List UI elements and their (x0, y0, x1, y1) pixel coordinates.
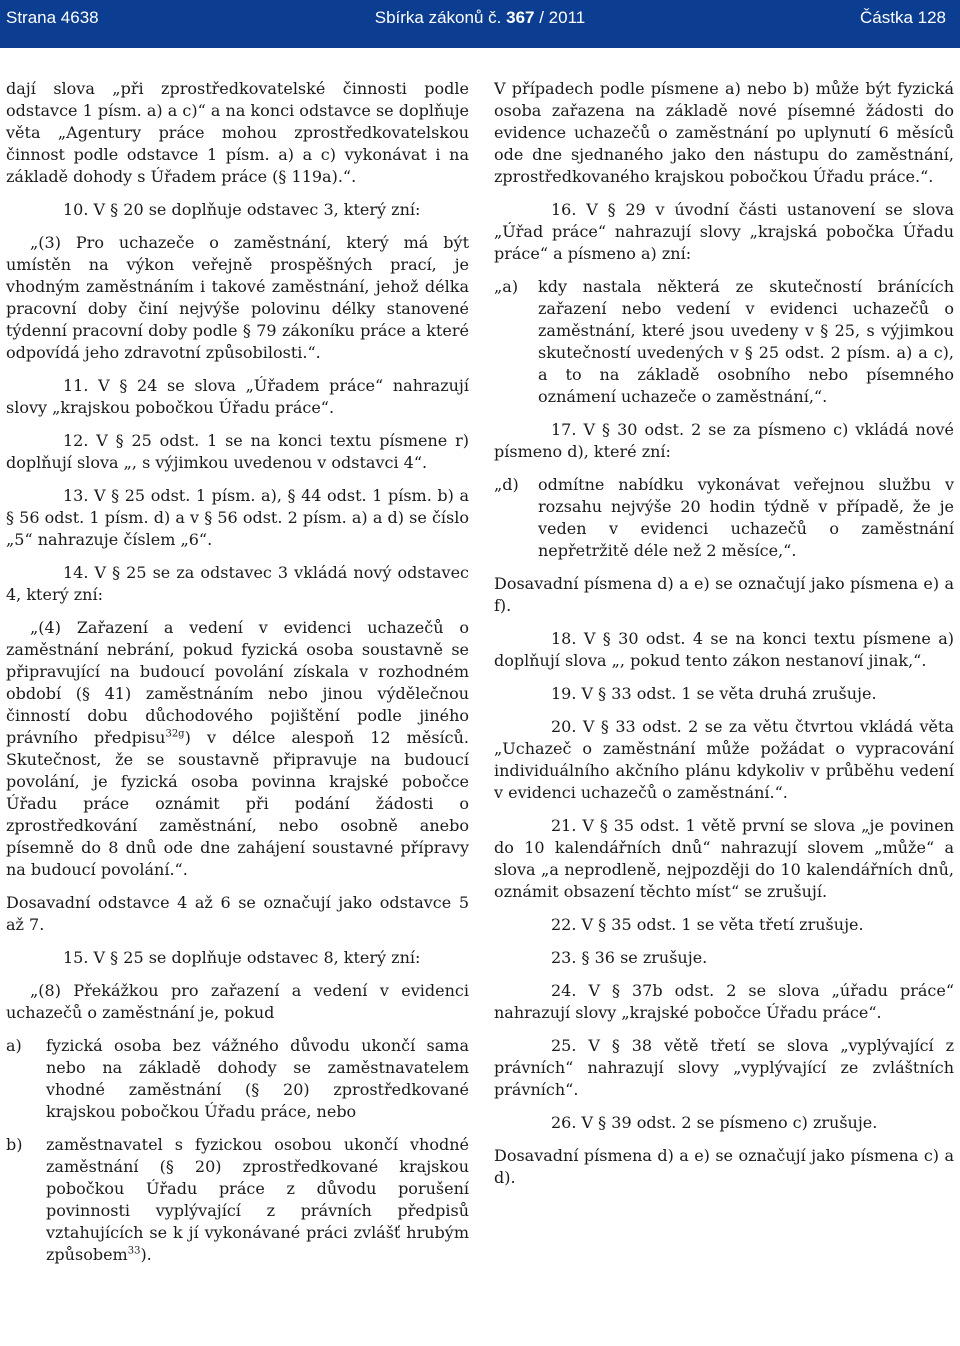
amendment-point: 18. V § 30 odst. 4 se na konci textu písmene a) doplňují slova „, pokud tento zákon nestanoví jinak,“. (494, 629, 954, 670)
law-year: / 2011 (539, 8, 586, 27)
paragraph: dají slova „při zprostředkovatelské činnosti podle odstavce 1 písm. a) a c)“ a na konci odstavce se doplňuje věta „Agentury práce mohou zprostředkovatelskou činnost podle odstavce 1 písm. a) a c) vykonávat i na základě dohody s Úřadem práce (§ 119a).“. (6, 79, 469, 186)
amendment-point: 11. V § 24 se slova „Úřadem práce“ nahrazují slovy „krajskou pobočkou Úřadu práce“. (6, 376, 469, 417)
collection-prefix: Sbírka zákonů č. (374, 8, 502, 27)
amendment-point: 24. V § 37b odst. 2 se slova „úřadu práce“ nahrazují slovy „krajské pobočce Úřadu práce“. (494, 981, 954, 1022)
amendment-point: 17. V § 30 odst. 2 se za písmeno c) vkládá nové písmeno d), které zní: (494, 420, 954, 461)
amendment-point: 25. V § 38 větě třetí se slova „vyplývající z právních“ nahrazují slovy „vyplývající ze zvláštních právních“. (494, 1036, 954, 1099)
quoted-provision: „(3) Pro uchazeče o zaměstnání, který má být umístěn na výkon veřejně prospěšných prací, je vhodným zaměstnáním i takové zaměstnání, jehož délka pracovní doby činí nejvýše polovinu délky stanovené týdenní pracovní doby podle § 79 zákoníku práce a které odpovídá jeho zdravotní způsobilosti.“. (6, 233, 469, 362)
list-item (494, 474, 954, 562)
item-text: fyzická osoba bez vážného důvodu ukončí sama nebo na základě dohody se zaměstnavatelem vhodné zaměstnání (§ 20) zprostředkované krajskou pobočkou Úřadu práce, nebo (46, 1036, 469, 1121)
amendment-point: 10. V § 20 se doplňuje odstavec 3, který zní: (63, 200, 421, 219)
right-column (494, 78, 954, 1200)
amendment-point: 26. V § 39 odst. 2 se písmeno c) zrušuje. (551, 1113, 878, 1132)
list-item (494, 276, 954, 408)
paragraph: Dosavadní písmena d) a e) se označují jako písmena c) a d). (494, 1146, 954, 1187)
text-segment: ) v délce alespoň 12 měsíců. Skutečnost, že se soustavně připravuje na budoucí povolání, je fyzická osoba povinna krajské pobočce Úřadu práce oznámit při podání žádosti o zprostředkování zaměstnání, nebo osobně anebo písemně do 8 dnů ode dne zahájení soustavné přípravy na budoucí povolání.“. (6, 728, 470, 879)
amendment-point: 19. V § 33 odst. 1 se věta druhá zrušuje. (551, 684, 877, 703)
quoted-provision (6, 617, 469, 881)
issue-number: Částka 128 (860, 8, 946, 27)
amendment-point: 15. V § 25 se doplňuje odstavec 8, který zní: (63, 948, 421, 967)
text-segment: „(4) Zařazení a vedení v evidenci uchazečů o zaměstnání nebrání, pokud fyzická osoba soustavně se připravující na budoucí povolání získala v rozhodném období (§ 41) zaměstnáním nebo jinou výdělečnou činností dobu důchodového pojištění podle jiného právního předpisu (6, 618, 469, 747)
page-number: Strana 4638 (6, 8, 99, 27)
amendment-point: 23. § 36 se zrušuje. (551, 948, 708, 967)
footnote-ref: 32g (165, 728, 185, 740)
paragraph: Dosavadní písmena d) a e) se označují jako písmena e) a f). (494, 574, 954, 615)
amendment-point: 21. V § 35 odst. 1 větě první se slova „je povinen do 10 kalendářních dnů“ nahrazují slovem „může“ a slova „a neprodleně, nejpozději do 10 kalendářních dnů, oznámit obsazení těchto míst“ se zrušují. (494, 816, 954, 901)
amendment-point: 22. V § 35 odst. 1 se věta třetí zrušuje. (551, 915, 864, 934)
item-text: kdy nastala některá ze skutečností bránících zařazení nebo vedení v evidenci uchazečů o zaměstnání, které jsou uvedeny v § 25, s výjimkou skutečností uvedených v § 25 odst. 2 písm. a) a c), a to na základě osobního nebo písemného oznámení uchazeče o zaměstnání,“. (538, 277, 954, 406)
amendment-point: 14. V § 25 se za odstavec 3 vkládá nový odstavec 4, který zní: (6, 563, 469, 604)
item-label: b) (6, 1135, 23, 1154)
item-label: „d) (494, 475, 519, 494)
item-text: odmítne nabídku vykonávat veřejnou službu v rozsahu nejvýše 20 hodin týdně v případě, že je veden v evidenci uchazečů o zaměstnání nepřetržitě déle než 2 měsíce,“. (538, 475, 954, 560)
item-text (46, 1134, 469, 1266)
text-segment: zaměstnavatel s fyzickou osobou ukončí vhodné zaměstnání (§ 20) zprostředkované krajskou pobočkou Úřadu práce z důvodu porušení povinnosti vyplývající z právních předpisů vztahujících se k jí vykonávané práci zvlášť hrubým způsobem (46, 1135, 469, 1264)
left-column (6, 78, 469, 1277)
quoted-provision: „(8) Překážkou pro zařazení a vedení v evidenci uchazečů o zaměstnání je, pokud (6, 981, 469, 1022)
law-number: 367 (506, 8, 535, 27)
text-segment: ). (140, 1245, 152, 1264)
page-header (0, 0, 960, 48)
collection-title (0, 8, 960, 28)
list-item (6, 1134, 469, 1266)
list-item (6, 1035, 469, 1123)
item-label: a) (6, 1036, 22, 1055)
item-label: „a) (494, 277, 519, 296)
amendment-point: 20. V § 33 odst. 2 se za větu čtvrtou vkládá věta „Uchazeč o zaměstnání může požádat o vypracování individuálního akčního plánu kdykoliv v průběhu vedení v evidenci uchazečů o zaměstnání.“. (494, 717, 954, 802)
amendment-point: 16. V § 29 v úvodní části ustanovení se slova „Úřad práce“ nahrazují slovy „krajská pobočka Úřadu práce“ a písmeno a) zní: (494, 200, 954, 263)
amendment-point: 13. V § 25 odst. 1 písm. a), § 44 odst. 1 písm. b) a § 56 odst. 1 písm. d) a v § 56 odst. 2 písm. a) a d) se číslo „5“ nahrazuje číslem „6“. (6, 486, 469, 549)
paragraph: V případech podle písmene a) nebo b) může být fyzická osoba zařazena na základě nové písemné žádosti do evidence uchazečů o zaměstnání po uplynutí 6 měsíců ode dne sjednaného jako den nástupu do zaměstnání, zprostředkovaného krajskou pobočkou Úřadu práce.“. (494, 79, 954, 186)
paragraph: Dosavadní odstavce 4 až 6 se označují jako odstavce 5 až 7. (6, 893, 469, 934)
footnote-ref: 33 (127, 1245, 141, 1257)
amendment-point: 12. V § 25 odst. 1 se na konci textu písmene r) doplňují slova „, s výjimkou uvedenou v odstavci 4“. (6, 431, 469, 472)
